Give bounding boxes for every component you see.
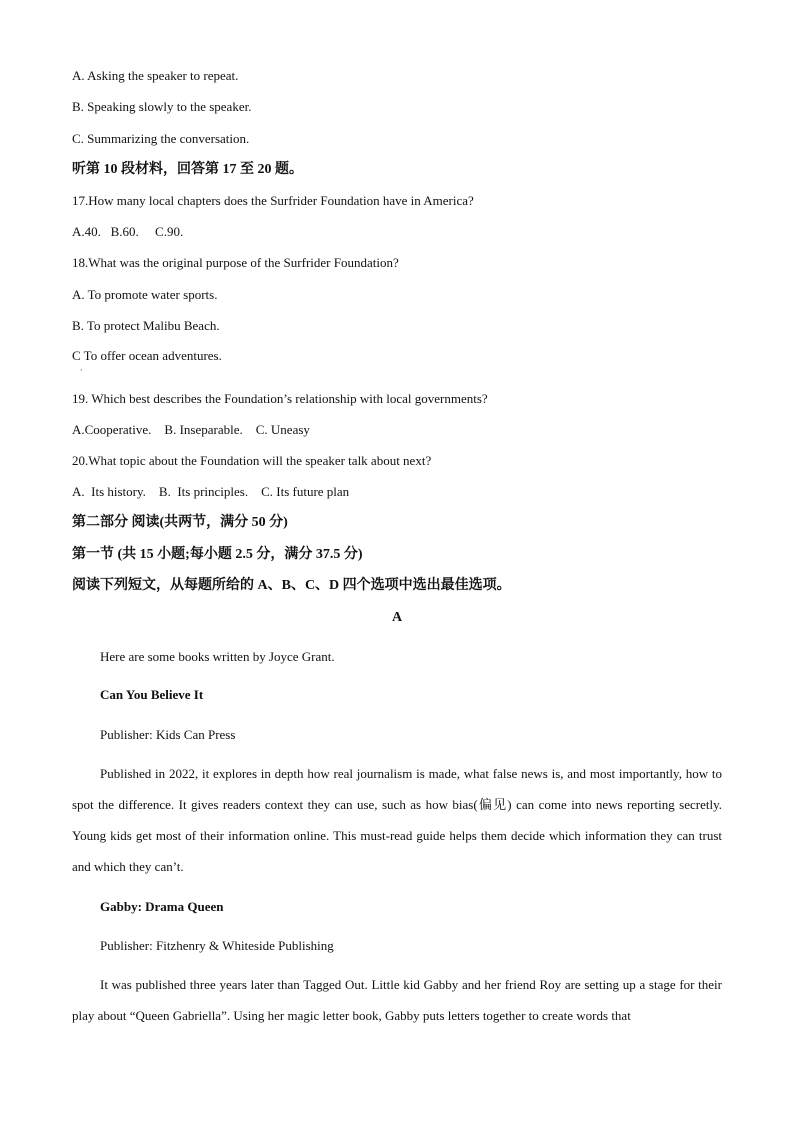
book-1-title: Can You Believe It xyxy=(100,687,204,702)
book-2-publisher: Publisher: Fitzhenry & Whiteside Publishing xyxy=(100,938,334,953)
book-1-publisher: Publisher: Kids Can Press xyxy=(100,727,236,742)
passage-letter: A xyxy=(391,610,403,625)
q18-option-b: B. To protect Malibu Beach. xyxy=(72,318,220,333)
question-20: 20.What topic about the Foundation will the speaker talk about next? xyxy=(72,453,432,468)
book-2-title: Gabby: Drama Queen xyxy=(100,899,224,914)
passage-intro: Here are some books written by Joyce Grant. xyxy=(100,649,335,664)
q18-option-c: C To offer ocean adventures. xyxy=(72,348,222,363)
book-1-description: Published in 2022, it explores in depth how real journalism is made, what false news is, and most importantly, how to spot the difference. It gives readers context they can use, such as how bias(偏见) can come into news reporting secretly. Young kids get most of their information online. This must-read guide helps them decide which information they can trust and which they can’t. xyxy=(72,766,722,874)
q16-option-a: A. Asking the speaker to repeat. xyxy=(72,68,239,83)
question-19: 19. Which best describes the Foundation’s relationship with local governments? xyxy=(72,391,488,406)
q16-option-b: B. Speaking slowly to the speaker. xyxy=(72,99,252,114)
question-20-options: A. Its history. B. Its principles. C. Its future plan xyxy=(72,484,350,499)
reading-instructions: 阅读下列短文，从每题所给的 A、B、C、D 四个选项中选出最佳选项。 xyxy=(72,578,511,593)
question-17-options: A.40. B.60. C.90. xyxy=(72,224,184,239)
stray-dot: · xyxy=(80,366,83,375)
question-17: 17.How many local chapters does the Surfrider Foundation have in America? xyxy=(72,193,474,208)
q18-option-a: A. To promote water sports. xyxy=(72,287,218,302)
question-19-options: A.Cooperative. B. Inseparable. C. Uneasy xyxy=(72,422,310,437)
section-1-heading: 第一节 (共 15 小题;每小题 2.5 分，满分 37.5 分) xyxy=(72,547,363,562)
question-18: 18.What was the original purpose of the Surfrider Foundation? xyxy=(72,255,399,270)
q16-option-c: C. Summarizing the conversation. xyxy=(72,131,250,146)
book-2-description: It was published three years later than Tagged Out. Little kid Gabby and her friend Roy are setting up a stage for their play about “Queen Gabriella”. Using her magic letter book, Gabby puts letters together to create words that xyxy=(72,977,722,1023)
section-10-heading: 听第 10 段材料，回答第 17 至 20 题。 xyxy=(72,162,303,177)
part-2-heading: 第二部分 阅读(共两节，满分 50 分) xyxy=(72,515,288,530)
